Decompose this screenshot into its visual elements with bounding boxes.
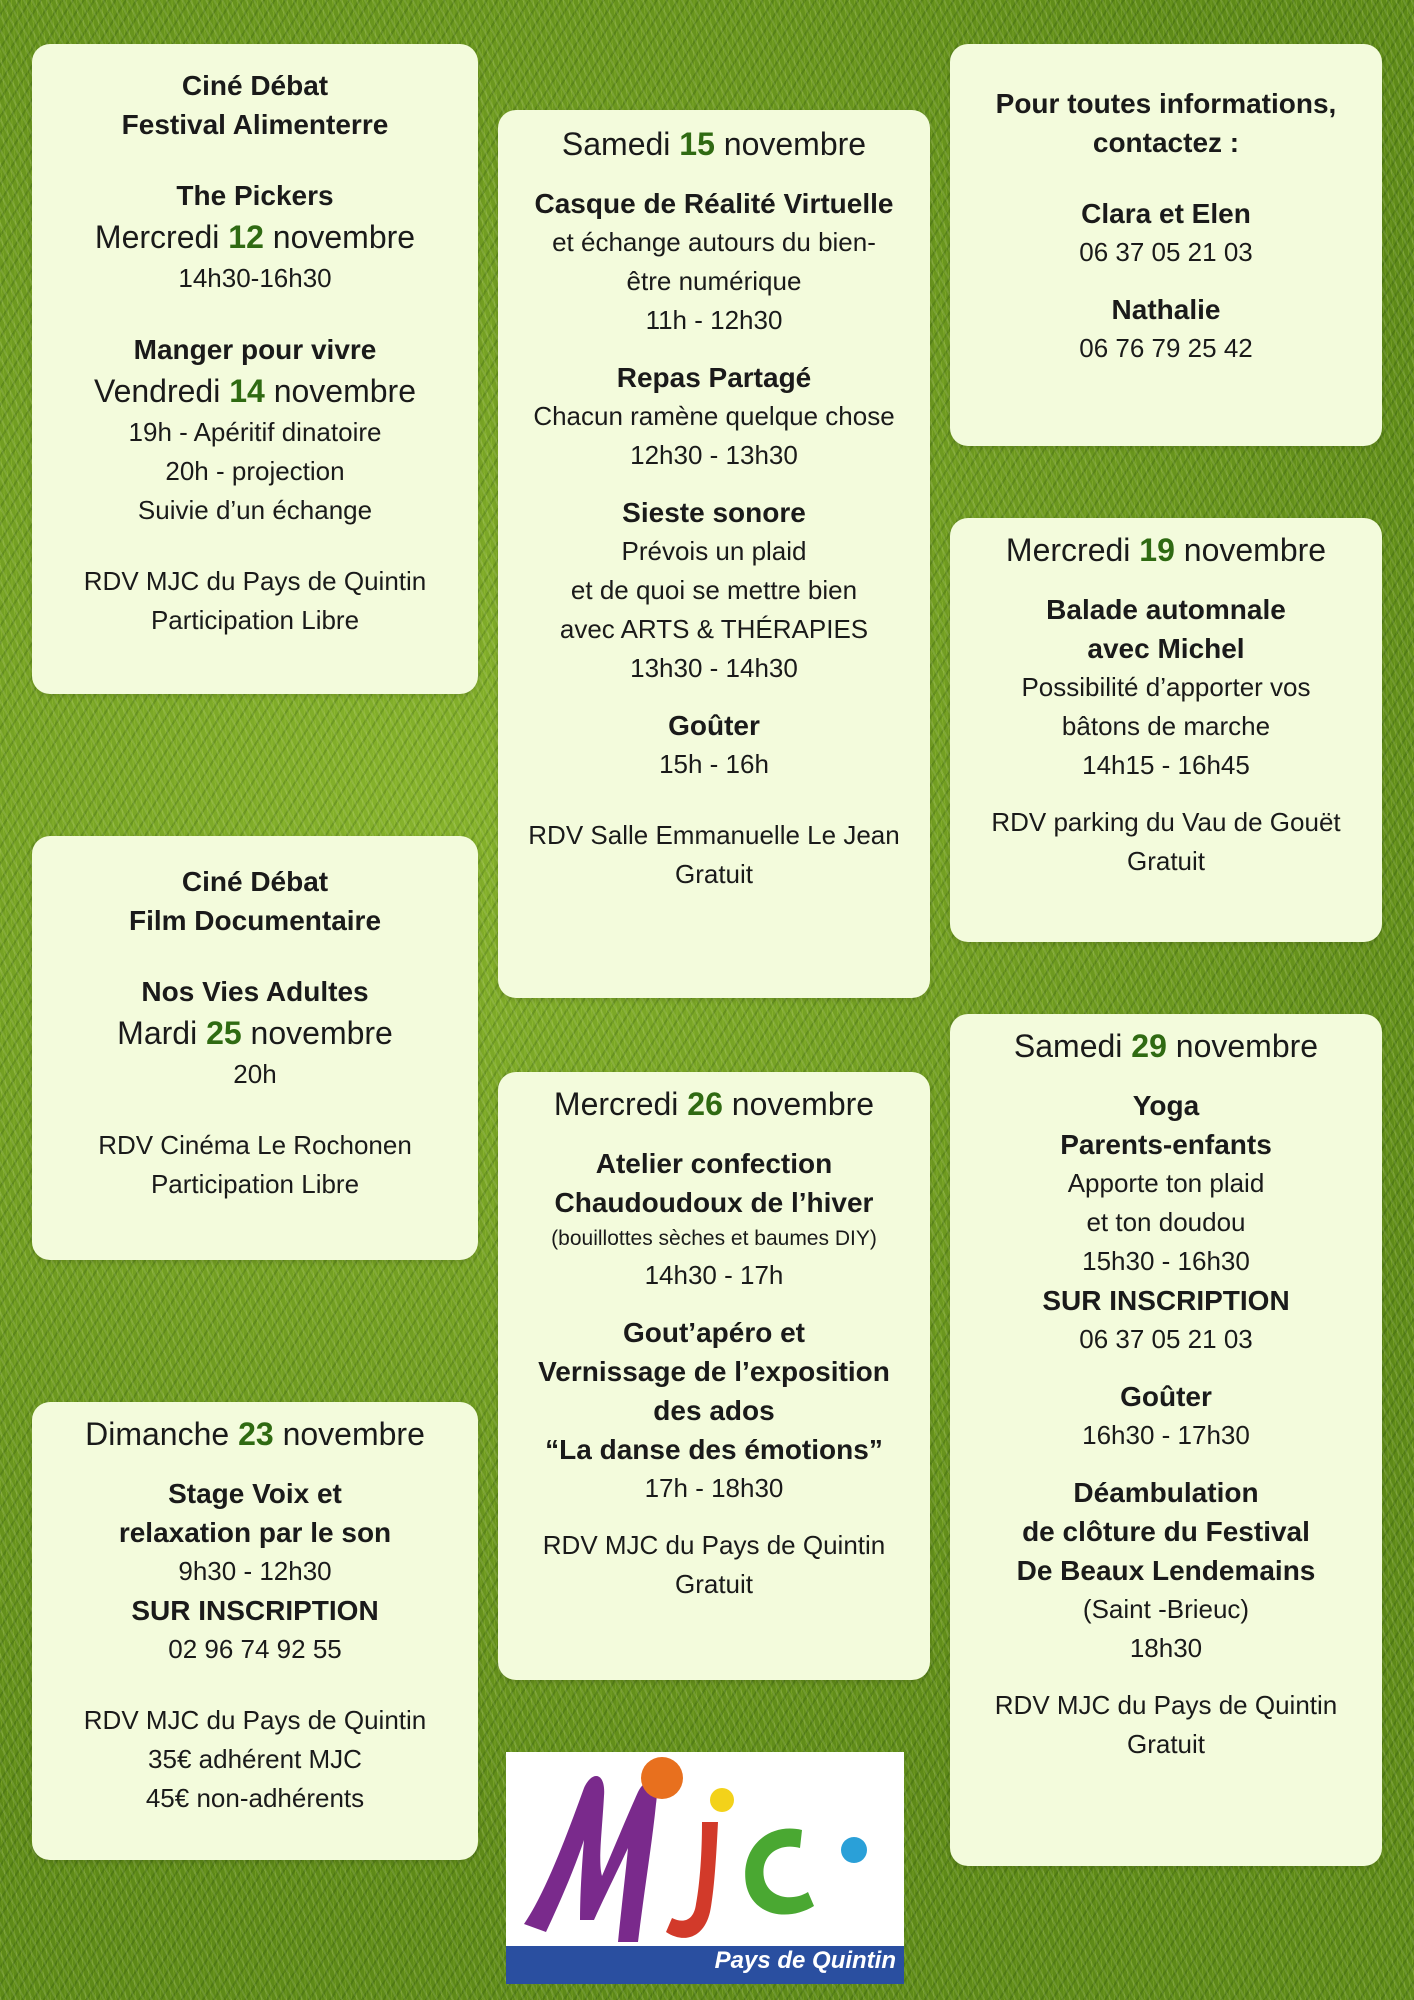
event-price: Participation Libre — [150, 1169, 360, 1199]
activity-title: avec Michel — [1087, 633, 1245, 664]
activity-time: 17h - 18h30 — [644, 1473, 784, 1503]
activity-time: 14h30 - 17h — [644, 1260, 784, 1290]
card-date: Mercredi 19 novembre — [1005, 532, 1327, 568]
card-title: Festival Alimenterre — [121, 109, 389, 140]
event-detail: 20h - projection — [165, 456, 345, 486]
event-time: 14h30-16h30 — [178, 263, 332, 293]
activity-detail: et échange autours du bien- — [552, 227, 876, 257]
signup-label: SUR INSCRIPTION — [1042, 1285, 1290, 1316]
card-cine-debat-alimenterre — [32, 44, 478, 694]
activity-title: des ados — [653, 1395, 775, 1426]
activity-title: Parents-enfants — [1060, 1129, 1272, 1160]
logo-dot-orange — [641, 1757, 683, 1799]
activity-title: “La danse des émotions” — [545, 1434, 883, 1465]
activity-title: Déambulation — [1073, 1477, 1259, 1508]
activity-time: 15h - 16h — [659, 749, 769, 779]
event-date: Vendredi 14 novembre — [94, 373, 416, 409]
logo-dot-yellow — [710, 1788, 734, 1812]
logo-letter-m — [524, 1776, 657, 1942]
activity-detail: et ton doudou — [1086, 1207, 1246, 1237]
event-place: RDV Cinéma Le Rochonen — [98, 1130, 412, 1160]
activity-time: 9h30 - 12h30 — [178, 1556, 332, 1586]
event-price: Gratuit — [1126, 1729, 1206, 1759]
contact-phone: 06 76 79 25 42 — [1079, 333, 1253, 363]
event-price: Gratuit — [674, 1569, 754, 1599]
logo-dot-blue — [841, 1837, 867, 1863]
event-title: Nos Vies Adultes — [141, 976, 369, 1007]
card-title: Ciné Débat — [181, 70, 329, 101]
card-date: Mercredi 26 novembre — [553, 1086, 875, 1122]
event-title: Manger pour vivre — [133, 334, 377, 365]
activity-detail: (Saint -Brieuc) — [1082, 1594, 1250, 1624]
event-date: Mercredi 12 novembre — [94, 219, 416, 255]
activity-detail: être numérique — [626, 266, 802, 296]
activity-detail: Prévois un plaid — [621, 536, 807, 566]
activity-time: 11h - 12h30 — [645, 305, 783, 335]
activity-title: Atelier confection — [595, 1148, 833, 1179]
activity-title: Balade automnale — [1046, 594, 1286, 625]
activity-title: Chaudoudoux de l’hiver — [554, 1187, 874, 1218]
event-place: RDV MJC du Pays de Quintin — [83, 1705, 427, 1735]
logo-caption: Pays de Quintin — [714, 1947, 896, 1974]
event-detail: Suivie d’un échange — [137, 495, 373, 525]
event-detail: 19h - Apéritif dinatoire — [128, 417, 382, 447]
event-place: RDV MJC du Pays de Quintin — [542, 1530, 886, 1560]
activity-title: Gout’apéro et — [622, 1317, 805, 1348]
card-contacts — [950, 44, 1382, 446]
activity-time: 14h15 - 16h45 — [1082, 750, 1250, 780]
contact-title: contactez : — [1092, 127, 1240, 158]
event-price: Gratuit — [1126, 846, 1206, 876]
card-mercredi-19 — [950, 518, 1382, 942]
card-title: Ciné Débat — [181, 866, 329, 897]
activity-title: Goûter — [668, 710, 760, 741]
card-dimanche-23 — [32, 1402, 478, 1860]
activity-title: Stage Voix et — [168, 1478, 342, 1509]
activity-time: 13h30 - 14h30 — [630, 653, 798, 683]
activity-title: De Beaux Lendemains — [1016, 1555, 1316, 1586]
event-place: RDV Salle Emmanuelle Le Jean — [528, 820, 900, 850]
activity-detail: Possibilité d’apporter vos — [1021, 672, 1311, 702]
card-date: Dimanche 23 novembre — [85, 1416, 425, 1452]
card-title: Film Documentaire — [128, 905, 382, 936]
card-samedi-15 — [498, 110, 930, 998]
event-place: RDV MJC du Pays de Quintin — [994, 1690, 1338, 1720]
event-price: Participation Libre — [150, 605, 360, 635]
contact-phone: 06 37 05 21 03 — [1079, 237, 1253, 267]
contact-name: Clara et Elen — [1081, 198, 1251, 229]
card-date: Samedi 29 novembre — [1013, 1028, 1319, 1064]
activity-note: (bouillottes sèches et baumes DIY) — [551, 1227, 877, 1250]
activity-time: 18h30 — [1129, 1633, 1203, 1663]
activity-detail: Apporte ton plaid — [1067, 1168, 1265, 1198]
activity-title: relaxation par le son — [118, 1517, 392, 1548]
activity-title: Casque de Réalité Virtuelle — [534, 188, 894, 219]
card-mercredi-26 — [498, 1072, 930, 1680]
logo-letter-c — [745, 1829, 814, 1915]
card-cine-debat-documentaire — [32, 836, 478, 1260]
event-place: RDV parking du Vau de Gouët — [991, 807, 1341, 837]
event-price: 35€ adhérent MJC — [148, 1744, 362, 1774]
signup-label: SUR INSCRIPTION — [131, 1595, 379, 1626]
event-title: The Pickers — [176, 180, 334, 211]
activity-detail: bâtons de marche — [1061, 711, 1271, 741]
activity-title: Yoga — [1132, 1090, 1200, 1121]
event-time: 20h — [233, 1059, 277, 1089]
mjc-logo — [506, 1752, 904, 1984]
signup-phone: 06 37 05 21 03 — [1079, 1324, 1253, 1354]
activity-time: 15h30 - 16h30 — [1082, 1246, 1250, 1276]
card-date: Samedi 15 novembre — [561, 126, 867, 162]
activity-time: 12h30 - 13h30 — [630, 440, 798, 470]
activity-title: Goûter — [1120, 1381, 1212, 1412]
activity-detail: Chacun ramène quelque chose — [533, 401, 895, 431]
activity-title: de clôture du Festival — [1022, 1516, 1310, 1547]
activity-title: Repas Partagé — [616, 362, 812, 393]
event-price: Gratuit — [674, 859, 754, 889]
activity-title: Sieste sonore — [622, 497, 806, 528]
event-date: Mardi 25 novembre — [117, 1015, 393, 1051]
contact-title: Pour toutes informations, — [995, 88, 1337, 119]
contact-name: Nathalie — [1111, 294, 1221, 325]
activity-detail: et de quoi se mettre bien — [570, 575, 858, 605]
activity-title: Vernissage de l’exposition — [538, 1356, 890, 1387]
event-place: RDV MJC du Pays de Quintin — [83, 566, 427, 596]
signup-phone: 02 96 74 92 55 — [168, 1634, 342, 1664]
event-price: 45€ non-adhérents — [145, 1783, 365, 1813]
logo-letter-j — [666, 1822, 718, 1938]
card-samedi-29 — [950, 1014, 1382, 1866]
activity-time: 16h30 - 17h30 — [1082, 1420, 1250, 1450]
activity-detail: avec ARTS & THÉRAPIES — [559, 614, 869, 644]
